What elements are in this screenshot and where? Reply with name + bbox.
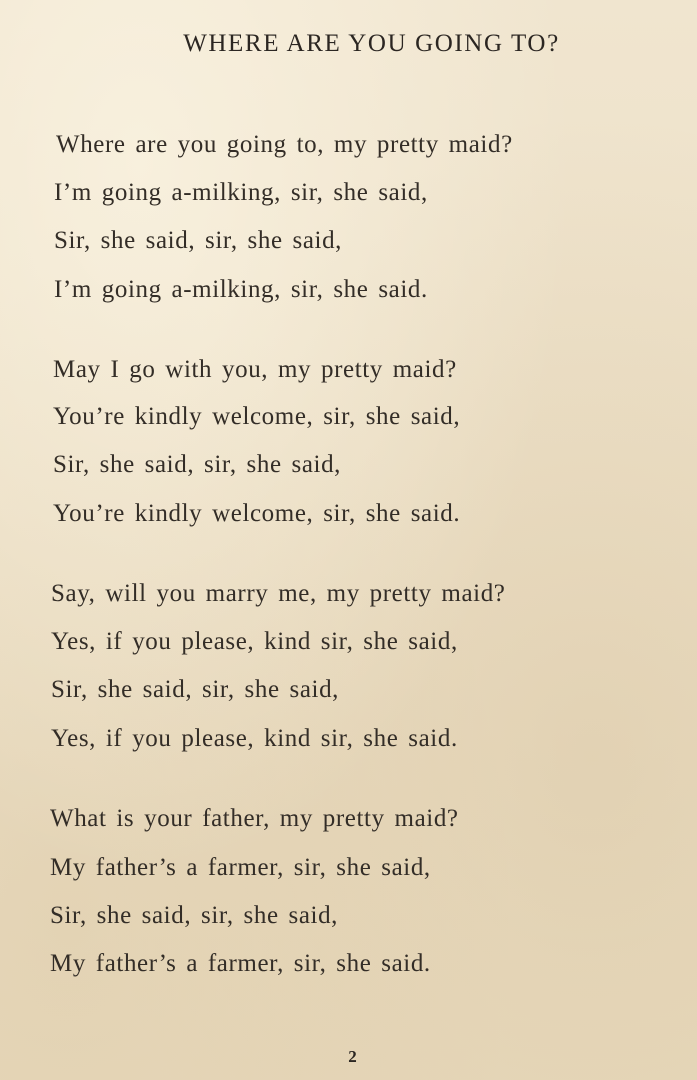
poem-line: I’m going a-milking, sir, she said. [54, 276, 428, 303]
poem-line: Sir, she said, sir, she said, [53, 451, 342, 478]
poem-line: You’re kindly welcome, sir, she said. [53, 500, 461, 527]
poem-line: What is your father, my pretty maid? [50, 805, 459, 832]
poem-line: My father’s a farmer, sir, she said, [50, 854, 431, 881]
poem-line: Sir, she said, sir, she said, [54, 227, 343, 254]
poem-line: Sir, she said, sir, she said, [50, 902, 339, 929]
poem-line: Sir, she said, sir, she said, [51, 676, 340, 703]
poem-line: Yes, if you please, kind sir, she said, [51, 628, 458, 655]
poem-line: May I go with you, my pretty maid? [53, 356, 457, 383]
poem-title: WHERE ARE YOU GOING TO? [183, 30, 560, 57]
poem-line: You’re kindly welcome, sir, she said, [53, 403, 461, 430]
poem-line: Say, will you marry me, my pretty maid? [51, 580, 506, 607]
page-number: 2 [348, 1047, 357, 1066]
poem-line: Where are you going to, my pretty maid? [56, 131, 513, 158]
poem-line: Yes, if you please, kind sir, she said. [51, 725, 458, 752]
poem-line: I’m going a-milking, sir, she said, [54, 179, 428, 206]
poem-line: My father’s a farmer, sir, she said. [50, 950, 431, 977]
